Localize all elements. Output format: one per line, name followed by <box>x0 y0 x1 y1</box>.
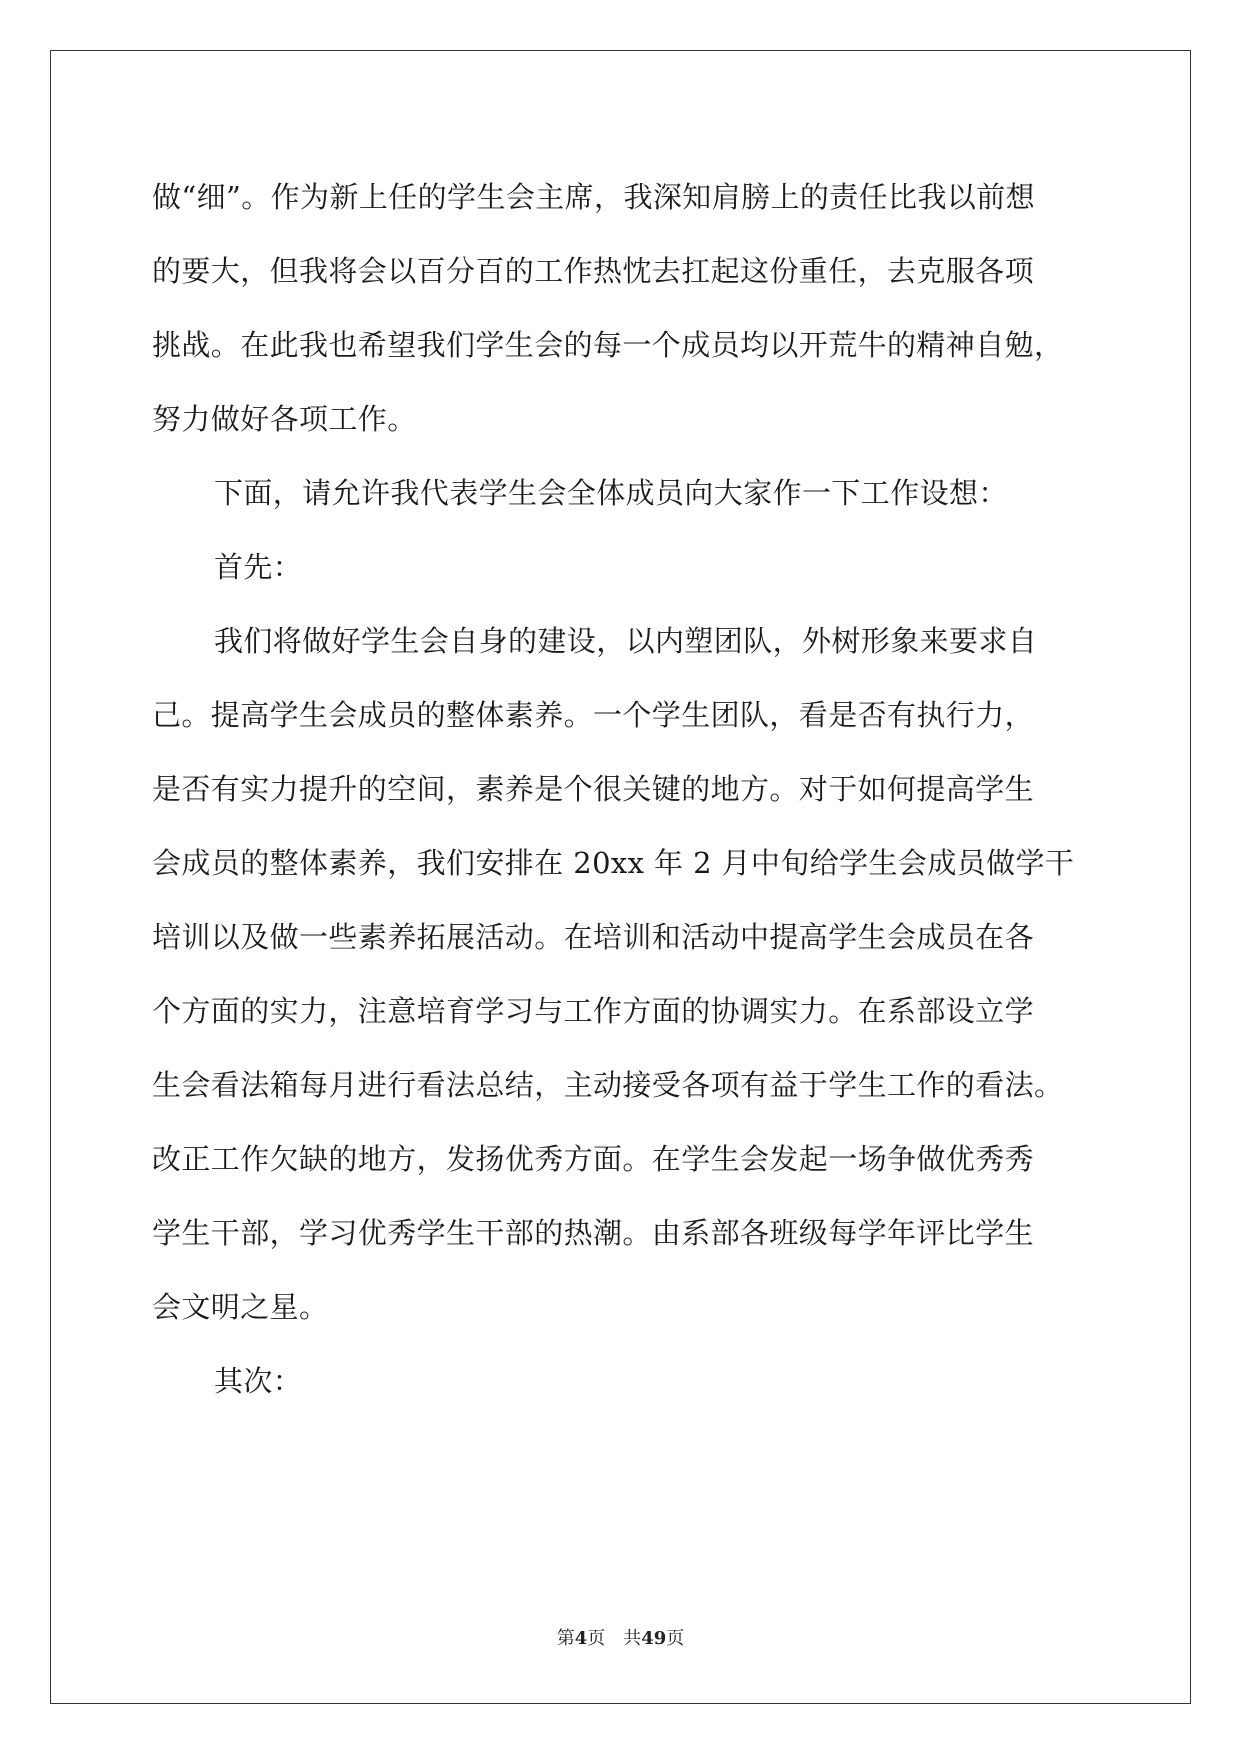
document-body <box>152 160 1127 1418</box>
total-pages: 49 <box>641 1628 667 1649</box>
page-footer <box>0 1627 1241 1651</box>
page-number: 4 <box>574 1628 588 1649</box>
total-suffix: 页 <box>666 1628 685 1649</box>
text-line: 会成员的整体素养，我们安排在 20xx 年 2 月中旬给学生会成员做学干 <box>152 846 1075 880</box>
page-suffix: 页 <box>587 1628 606 1649</box>
text-line: 培训以及做一些素养拓展活动。在培训和活动中提高学生会成员在各 <box>152 920 1035 954</box>
section-heading: 其次： <box>214 1364 303 1398</box>
section-heading: 首先： <box>214 550 303 584</box>
text-line: 的要大，但我将会以百分百的工作热忱去扛起这份重任，去克服各项 <box>152 254 1035 288</box>
text-line: 努力做好各项工作。 <box>152 402 417 436</box>
text-line: 是否有实力提升的空间，素养是个很关键的地方。对于如何提高学生 <box>152 772 1035 806</box>
text-line: 个方面的实力，注意培育学习与工作方面的协调实力。在系部设立学 <box>152 994 1035 1028</box>
text-line: 会文明之星。 <box>152 1290 329 1324</box>
total-prefix: 共 <box>623 1628 642 1649</box>
text-line: 挑战。在此我也希望我们学生会的每一个成员均以开荒牛的精神自勉， <box>152 328 1064 362</box>
text-line: 下面，请允许我代表学生会全体成员向大家作一下工作设想： <box>214 476 1008 510</box>
text-line: 学生干部，学习优秀学生干部的热潮。由系部各班级每学年评比学生 <box>152 1216 1035 1250</box>
text-line: 己。提高学生会成员的整体素养。一个学生团队，看是否有执行力， <box>152 698 1035 732</box>
text-line: 改正工作欠缺的地方，发扬优秀方面。在学生会发起一场争做优秀秀 <box>152 1142 1035 1176</box>
page-prefix: 第 <box>556 1628 575 1649</box>
text-line: 做“细”。作为新上任的学生会主席，我深知肩膀上的责任比我以前想 <box>152 180 1036 214</box>
text-line: 我们将做好学生会自身的建设，以内塑团队，外树形象来要求自 <box>214 624 1038 658</box>
text-line: 生会看法箱每月进行看法总结，主动接受各项有益于学生工作的看法。 <box>152 1068 1064 1102</box>
